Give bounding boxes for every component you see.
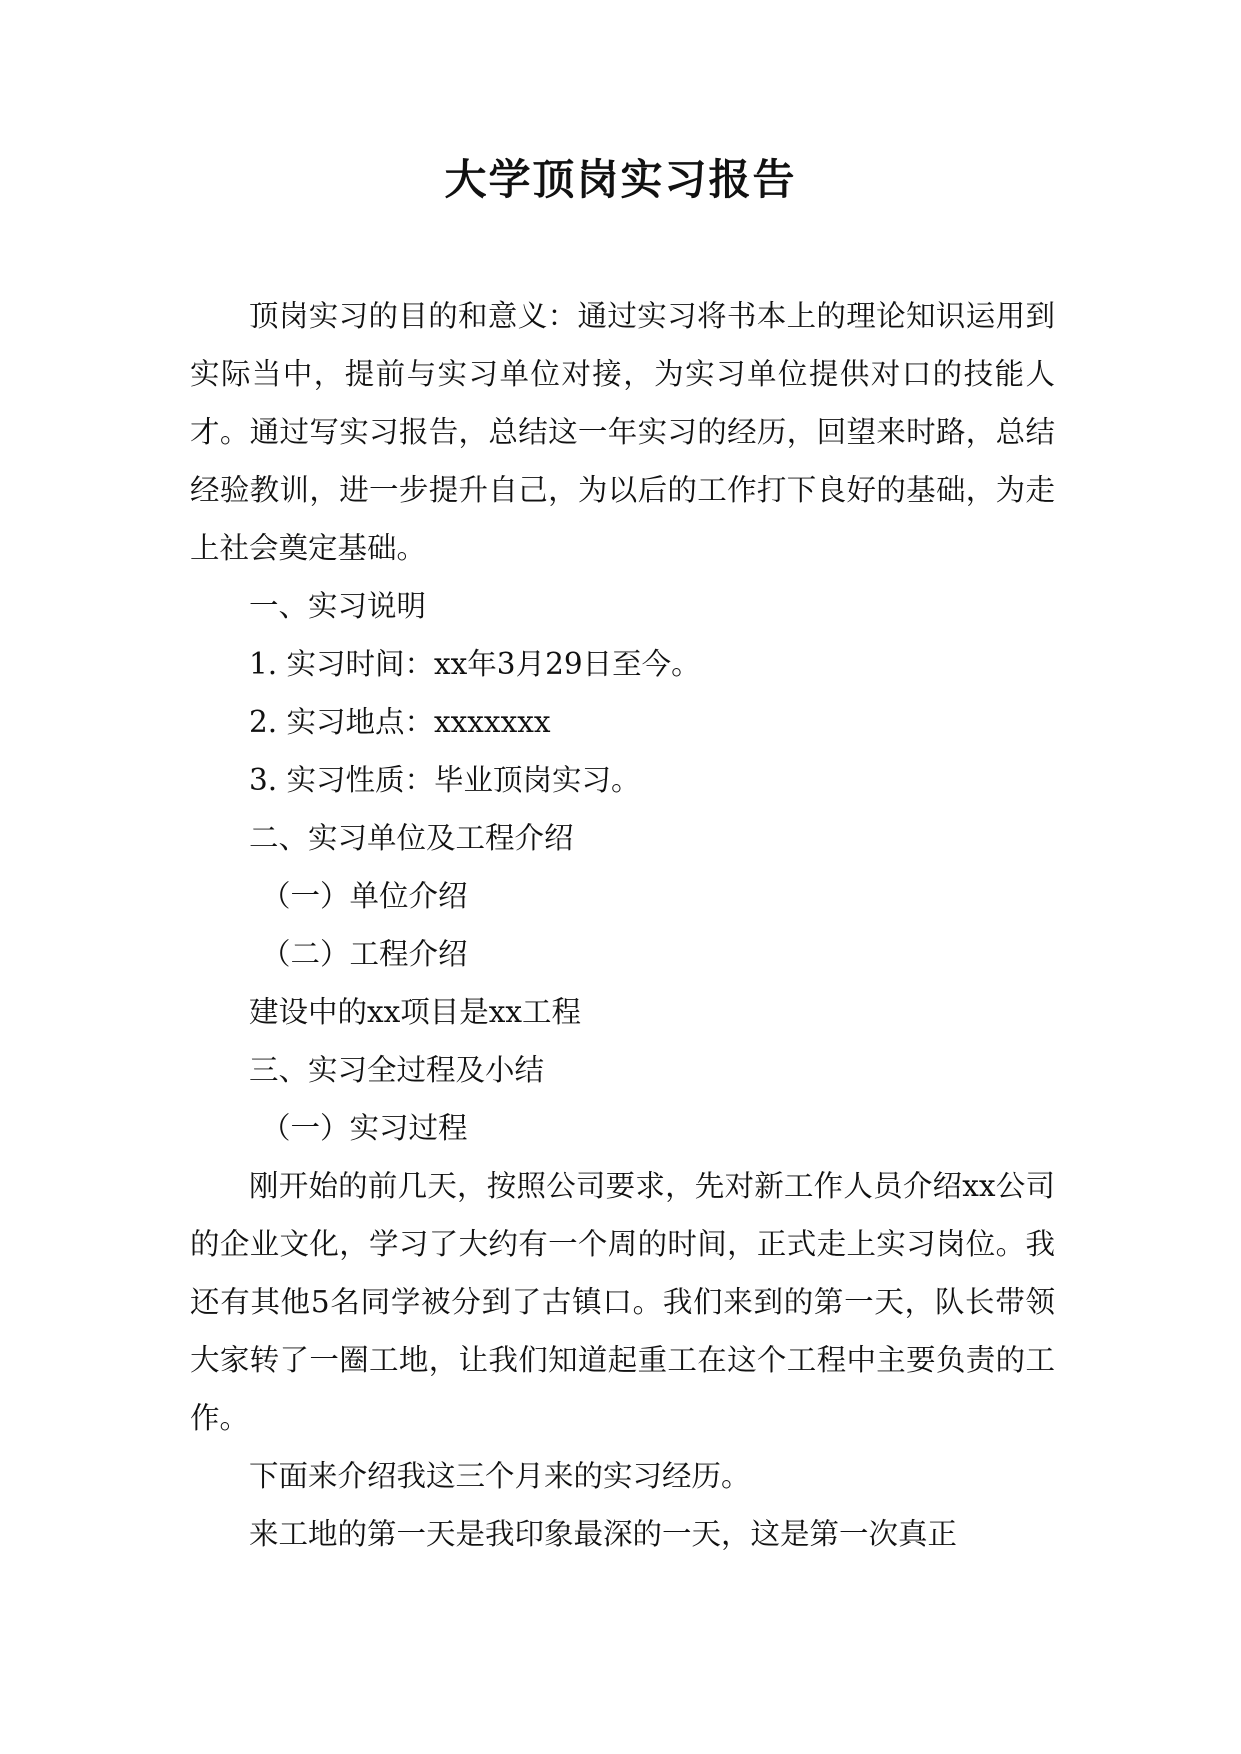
paragraph-intro: 下面来介绍我这三个月来的实习经历。 [249,1459,751,1493]
paragraph-process: 刚开始的前几天，按照公司要求，先对新工作人员介绍xx公司的企业文化，学习了大约有一个周的时间，正式走上实习岗位。我还有其他5名同学被分到了古镇口。我们来到的第一天，队长带领大家转了一圈工地，让我们知道起重工在这个工程中主要负责的工作。 [190,1169,1055,1435]
document-title: 大学顶岗实习报告 [444,155,797,204]
list-item-nature: 3. 实习性质：毕业顶岗实习。 [249,763,641,797]
document-body [190,287,1055,1563]
paragraph-first-day: 来工地的第一天是我印象最深的一天，这是第一次真正 [249,1517,958,1551]
section-heading-2: 二、实习单位及工程介绍 [249,821,574,855]
list-item-location: 2. 实习地点：xxxxxxx [249,705,551,739]
subsection-heading-project: （二）工程介绍 [261,937,468,971]
paragraph-purpose: 顶岗实习的目的和意义：通过实习将书本上的理论知识运用到实际当中，提前与实习单位对接，为实习单位提供对口的技能人才。通过写实习报告，总结这一年实习的经历，回望来时路，总结经验教训，进一步提升自己，为以后的工作打下良好的基础，为走上社会奠定基础。 [190,299,1055,565]
subsection-heading-process: （一）实习过程 [261,1111,468,1145]
paragraph-project: 建设中的xx项目是xx工程 [249,995,582,1029]
section-heading-3: 三、实习全过程及小结 [249,1053,545,1087]
subsection-heading-unit: （一）单位介绍 [261,879,468,913]
list-item-time: 1. 实习时间：xx年3月29日至今。 [249,647,701,681]
section-heading-1: 一、实习说明 [249,589,427,623]
